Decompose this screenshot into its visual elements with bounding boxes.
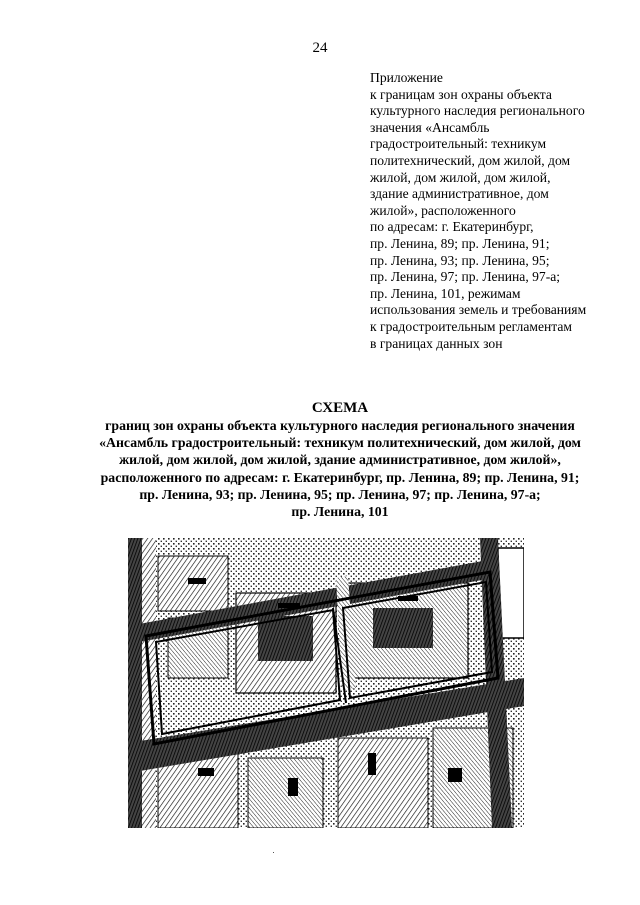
scheme-subtitle-line: границ зон охраны объекта культурного наследия регионального значения bbox=[105, 418, 575, 433]
appendix-line: политехнический, дом жилой, дом bbox=[370, 152, 571, 168]
page-number: 24 bbox=[312, 40, 328, 56]
appendix-line: использования земель и требованиям bbox=[370, 302, 587, 318]
appendix-line: к границам зон охраны объекта bbox=[370, 86, 552, 102]
appendix-line: в границах данных зон bbox=[370, 335, 503, 351]
protection-zone-map bbox=[128, 538, 524, 828]
appendix-line: пр. Ленина, 97; пр. Ленина, 97-а; bbox=[370, 269, 561, 285]
appendix-line: культурного наследия регионального bbox=[370, 103, 585, 119]
scheme-subtitle-line: жилой, дом жилой, дом жилой, здание административное, дом жилой», bbox=[119, 452, 561, 468]
appendix-line: пр. Ленина, 93; пр. Ленина, 95; bbox=[370, 252, 550, 268]
scheme-subtitle-line: расположенного по адресам: г. Екатеринбург, пр. Ленина, 89; пр. Ленина, 91; bbox=[100, 469, 580, 485]
appendix-line: по адресам: г. Екатеринбург, bbox=[370, 219, 534, 235]
scheme-subtitle-line: пр. Ленина, 93; пр. Ленина, 95; пр. Ленина, 97; пр. Ленина, 97-а; bbox=[139, 486, 541, 502]
appendix-line: к градостроительным регламентам bbox=[370, 318, 573, 334]
appendix-line: жилой», расположенного bbox=[370, 202, 516, 218]
appendix-line: Приложение bbox=[370, 70, 443, 85]
appendix-line: здание административное, дом bbox=[370, 186, 549, 202]
scheme-subtitle-line: пр. Ленина, 101 bbox=[291, 504, 389, 520]
appendix-line: значения «Ансамбль bbox=[370, 119, 490, 135]
scheme-subtitle-line: «Ансамбль градостроительный: техникум политехнический, дом жилой, дом bbox=[99, 435, 581, 451]
scheme-heading bbox=[60, 400, 620, 520]
appendix-line: пр. Ленина, 101, режимам bbox=[370, 285, 521, 301]
map-image bbox=[128, 538, 524, 828]
appendix-line: градостроительный: техникум bbox=[370, 136, 547, 152]
scheme-title: СХЕМА bbox=[311, 400, 369, 416]
appendix-line: жилой, дом жилой, дом жилой, bbox=[370, 169, 551, 185]
speck bbox=[273, 852, 274, 853]
appendix-header bbox=[370, 70, 620, 352]
appendix-line: пр. Ленина, 89; пр. Ленина, 91; bbox=[370, 235, 550, 251]
